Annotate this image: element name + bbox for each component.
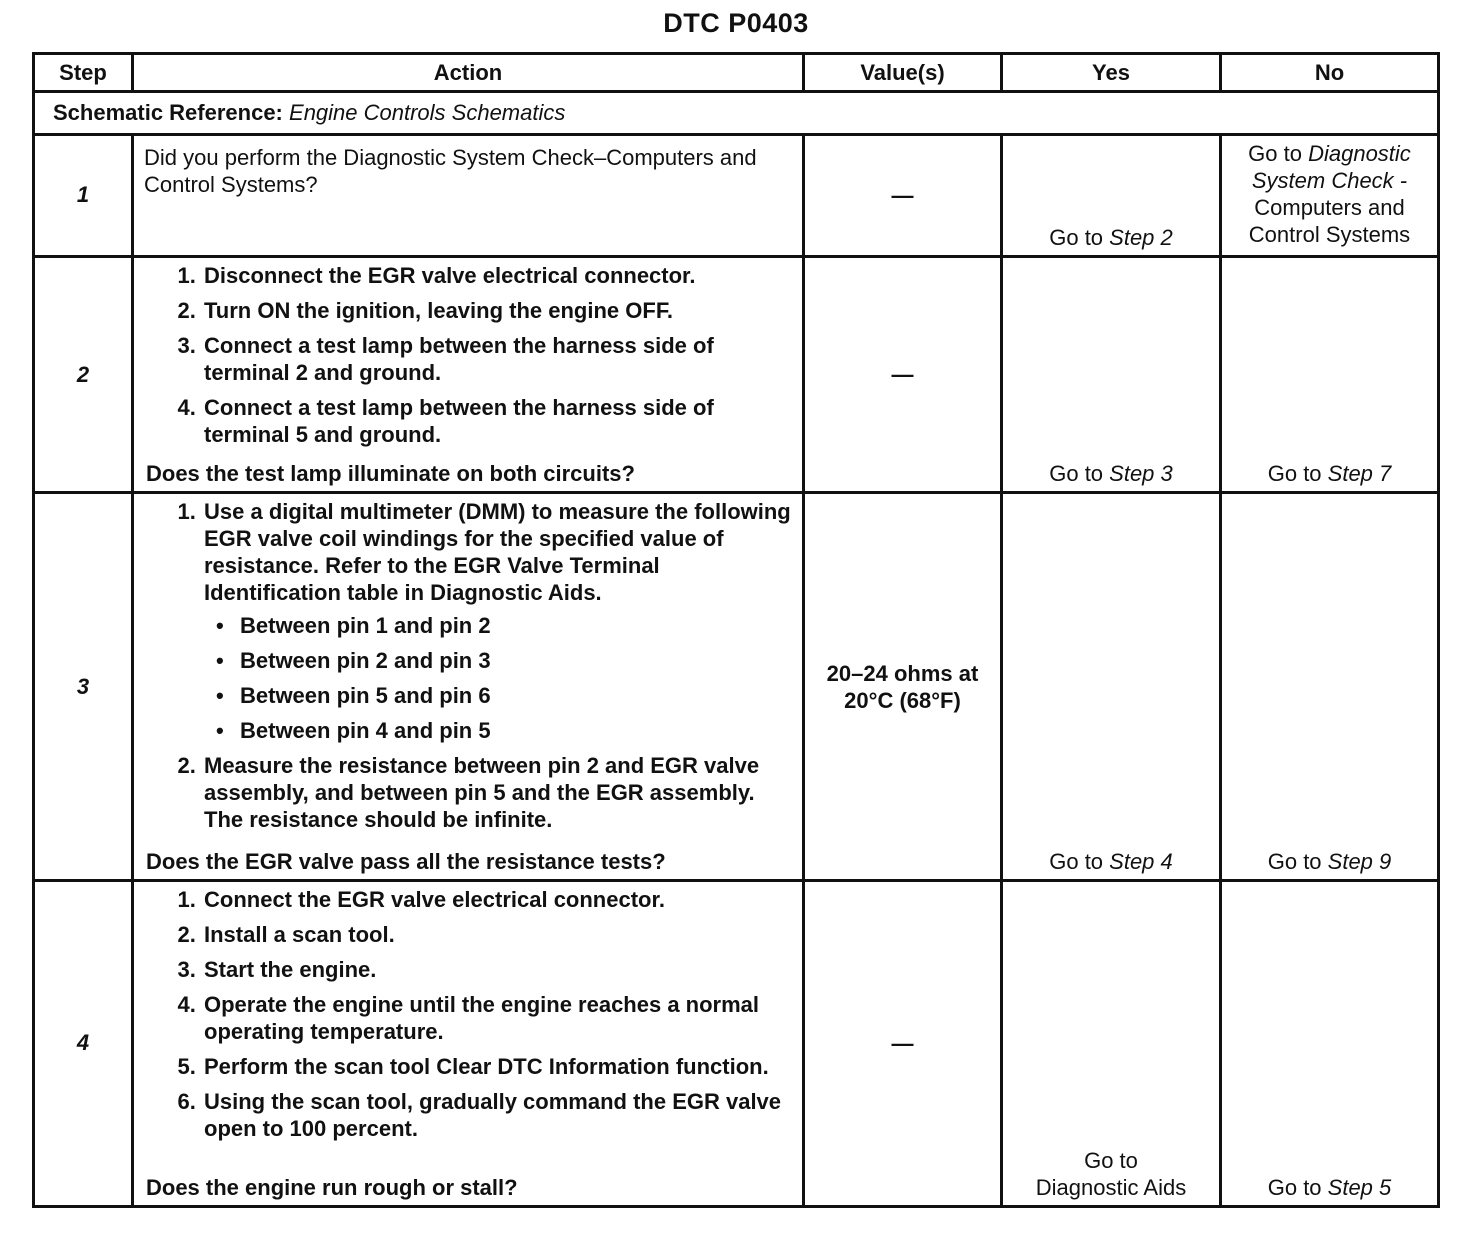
- action-step: 4. Connect a test lamp between the harness side of terminal 5 and ground.: [202, 394, 792, 448]
- yes-cell: [1002, 256, 1221, 493]
- header-action: Action: [133, 54, 804, 92]
- step-number: 3: [34, 493, 133, 880]
- no-suffix: Computers and Control Systems: [1248, 195, 1411, 248]
- action-question: Does the test lamp illuminate on both circuits?: [146, 461, 635, 487]
- no-target: Step 7: [1327, 461, 1392, 487]
- value-cell: —: [804, 256, 1002, 493]
- yes-cell: [1002, 880, 1221, 1206]
- no-cell: [1221, 135, 1439, 256]
- pin-pair: • Between pin 4 and pin 5: [238, 717, 792, 744]
- action-steps: [134, 262, 802, 448]
- table-row: [34, 135, 1439, 256]
- action-step: 5. Perform the scan tool Clear DTC Information function.: [202, 1053, 792, 1080]
- pin-list: [204, 612, 792, 744]
- action-question: Does the EGR valve pass all the resistance tests?: [146, 848, 666, 874]
- pin-pair: • Between pin 2 and pin 3: [238, 647, 792, 674]
- header-values: Value(s): [804, 54, 1002, 92]
- yes-target: Step 2: [1109, 224, 1173, 250]
- action-step: 4. Operate the engine until the engine reaches a normal operating temperature.: [202, 991, 792, 1045]
- temperature-value: 20°C (68°F): [844, 687, 961, 713]
- dtc-table: [32, 52, 1440, 1208]
- yes-cell: [1002, 135, 1221, 256]
- yes-prefix: Go to: [1049, 224, 1110, 250]
- action-cell: [133, 880, 804, 1206]
- yes-prefix: Go to: [1049, 848, 1110, 874]
- action-step: 1. Disconnect the EGR valve electrical connector.: [202, 262, 792, 289]
- action-cell: [133, 135, 804, 256]
- action-question: Does the engine run rough or stall?: [146, 1175, 518, 1200]
- value-cell: —: [804, 135, 1002, 256]
- action-cell: [133, 493, 804, 880]
- yes-cell: [1002, 493, 1221, 880]
- yes-line1: Go to: [1084, 1148, 1138, 1173]
- action-step: 6. Using the scan tool, gradually command the EGR valve open to 100 percent.: [202, 1088, 792, 1142]
- yes-prefix: Go to: [1049, 461, 1110, 487]
- action-steps: [134, 498, 802, 833]
- action-step: [202, 498, 792, 744]
- pin-pair: • Between pin 1 and pin 2: [238, 612, 792, 639]
- no-cell: [1221, 493, 1439, 880]
- action-step: 2. Install a scan tool.: [202, 921, 792, 948]
- table-row: [34, 256, 1439, 493]
- header-step: Step: [34, 54, 133, 92]
- resistance-value: 20–24 ohms at: [826, 660, 979, 686]
- step-number: 4: [34, 880, 133, 1206]
- action-step: 3. Start the engine.: [202, 956, 792, 983]
- no-target: Step 5: [1327, 1175, 1392, 1200]
- header-no: No: [1221, 54, 1439, 92]
- table-row: [34, 493, 1439, 880]
- action-step: 2. Turn ON the ignition, leaving the engine OFF.: [202, 297, 792, 324]
- step-number: 2: [34, 256, 133, 493]
- value-cell: —: [804, 880, 1002, 1206]
- header-row: [34, 54, 1439, 92]
- schematic-row: [34, 92, 1439, 135]
- action-step-text: Use a digital multimeter (DMM) to measure the following EGR valve coil windings for the specified value of resistance. Refer to the EGR Valve Terminal Identification table in Diagnostic Aids.: [204, 499, 791, 606]
- no-prefix: Go to: [1267, 1175, 1328, 1200]
- no-prefix: Go to: [1248, 141, 1309, 167]
- yes-target: Step 4: [1109, 848, 1173, 874]
- header-yes: Yes: [1002, 54, 1221, 92]
- action-step: 2. Measure the resistance between pin 2 and EGR valve assembly, and between pin 5 and the EGR assembly. The resistance should be infinite.: [202, 752, 792, 833]
- schematic-ref: Engine Controls Schematics: [289, 100, 566, 126]
- step-number: 1: [34, 135, 133, 256]
- yes-line2: Diagnostic Aids: [1035, 1175, 1187, 1200]
- no-cell: [1221, 880, 1439, 1206]
- action-cell: [133, 256, 804, 493]
- no-target: Step 9: [1327, 848, 1392, 874]
- schematic-label: Schematic Reference:: [53, 100, 283, 126]
- action-step: 3. Connect a test lamp between the harness side of terminal 2 and ground.: [202, 332, 792, 386]
- no-prefix: Go to: [1267, 461, 1328, 487]
- no-target: Diagnostic System Check -: [1251, 141, 1411, 194]
- yes-target: Step 3: [1109, 461, 1173, 487]
- table-row: [34, 880, 1439, 1206]
- no-cell: [1221, 256, 1439, 493]
- schematic-reference: [34, 92, 1439, 135]
- pin-pair: • Between pin 5 and pin 6: [238, 682, 792, 709]
- action-steps: [134, 886, 802, 1142]
- action-text: Did you perform the Diagnostic System Check–Computers and Control Systems?: [144, 145, 757, 198]
- action-step: 1. Connect the EGR valve electrical connector.: [202, 886, 792, 913]
- no-prefix: Go to: [1267, 848, 1328, 874]
- page-title: DTC P0403: [663, 8, 809, 38]
- value-cell: [804, 493, 1002, 880]
